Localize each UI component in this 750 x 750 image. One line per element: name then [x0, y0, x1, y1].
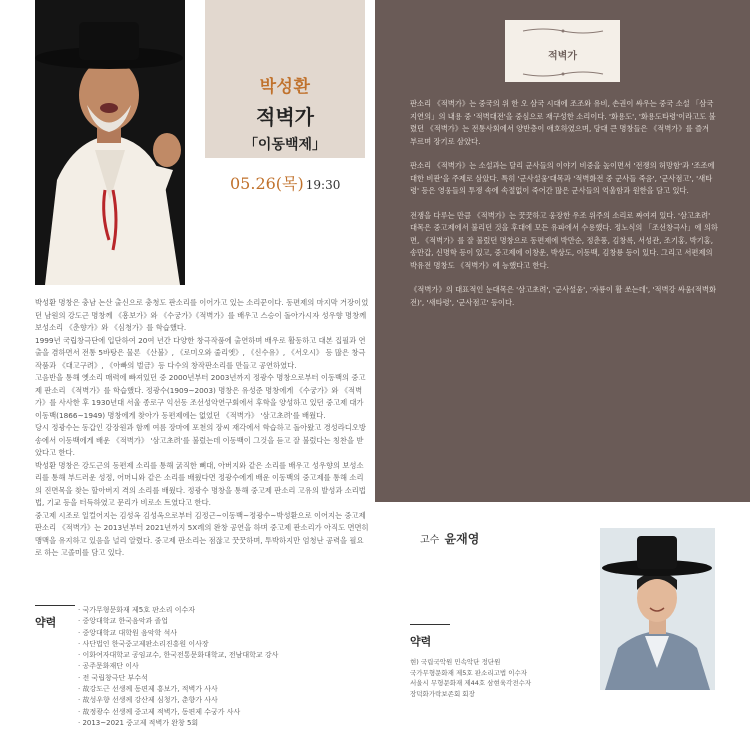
- date-text: 05.26(목): [230, 174, 304, 193]
- list-item: · 공주문화재단 이사: [78, 662, 139, 671]
- ornament-icon: [518, 70, 608, 78]
- list-item: 서울시 무형문화재 제44호 삼현육각전수자: [410, 679, 532, 687]
- panel-paragraph: 판소리 《적벽가》는 중국의 위 한 오 삼국 시대에 조조와 유비, 손권이 싸우는 중국 소설 「삼국지연의」의 내용 중 '적벽대전'을 중심으로 재구성한 소리이다. '화용도', '화용도타령'이라고도 불렸던 《적벽가》는 전통사회에서 양반층이 애호하였으며, 당대 큰 명창들은 《적벽가》를 즐겨 부르며 장기로 삼았다.: [410, 99, 716, 146]
- work-subtitle: 「이동백제」: [243, 137, 327, 153]
- panel-body: [410, 98, 718, 321]
- panel-paragraph: 판소리 《적벽가》는 소설과는 달리 군사들의 이야기 비중을 높이면서 '전쟁의 허망함'과 '조조에 대한 비판'을 주제로 삼았다. 특히 '군사설움'대목과 '적벽화전 중 군사들 죽음', '군사점고', '새타령' 등은 영웅들의 투쟁 속에 속절없이 죽어간 많은 군사들의 억울함과 원한을 담고 있다.: [410, 161, 715, 195]
- time-text: 19:30: [305, 178, 341, 192]
- performer-bio: [35, 297, 370, 560]
- work-title: 적벽가: [256, 105, 314, 129]
- drummer-role: 고수: [420, 535, 440, 546]
- list-item: 장덕화가락보존회 회장: [410, 689, 475, 698]
- career-heading: 약력: [35, 605, 75, 630]
- list-item: · 故정광수 선생께 중고제 적벽가, 동편제 수궁가 사사: [78, 707, 241, 716]
- list-item: · 국가무형문화재 제5호 판소리 이수자: [78, 606, 196, 614]
- drummer-photo: [600, 528, 715, 690]
- bio-paragraph: 박성환 명창은 강도근의 동편제 소리를 통해 굵직한 뼈대, 아버지와 같은 소리를 배우고 성우향의 보성소리를 통해 부드러운 성정, 어머니와 같은 소리를 배웠다면 정광수에게 배운 이동백의 중고제를 통해 소리의 진면목을 찾는 할아버지 격의 소리를 배웠다. 정광수 명창을 통해 중고제 판소리 고유의 발성과 소리법법, 기교 등을 터득하였고 문리가 비로소 트였다고 한다.: [35, 460, 366, 507]
- drummer-label: [420, 530, 479, 547]
- panel-heading: 적벽가: [548, 51, 577, 62]
- bio-paragraph: 고음반을 통해 옛소리 매력에 빠져있던 중 2000년부터 2003년까지 정광수 명창으로부터 이동백의 중고제 판소리 《적벽가》를 학습했다. 정광수(1909~2003) 명창은 유성준 명창에게 《수궁가》와 《적벽가》를 사사한 후 1930년대 서울 종로구 익선동 조선성악연구회에서 후학을 양성하고 있던 중고제 대가 이동백(1866~1949) 명창에게 찾아가 동편제에는 없었던 《적벽가》 '삼고초려'를 배웠다.: [35, 373, 366, 420]
- title-box: [205, 0, 365, 158]
- bio-paragraph: 당시 정광수는 동갑인 강장원과 함께 여름 장마에 포천의 장씨 재각에서 학습하고 돌아왔고 경성라디오방송에서 이동백에게 배운 《적벽가》 '삼고초려'를 불렀는데 이동백이 그것을 듣고 잘 불렀다는 칭찬을 받았다고 한다.: [35, 423, 366, 457]
- bio-paragraph: 중고제 시조로 일컬어지는 김성옥 김성옥으로부터 김정근~이동백~정광수~박성환으로 이어지는 중고제 판소리 《적벽가》는 2013년부터 2021년까지 5X례의 완창 공연을 하며 중고제 판소리가 아직도 면면히 맹맥을 유지하고 있음을 널리 알렸다. 중고제 판소리는 점잖고 꿋꿋하며, 투박하지만 엄청난 공력을 필요로 하는 고졸미를 담고 있다.: [35, 510, 369, 557]
- list-item: · 故강도근 선생께 동편제 흥보가, 적벽가 사사: [78, 685, 218, 694]
- career-list: [78, 605, 278, 729]
- list-item: · 중앙대학교 대학원 음악학 석사: [78, 628, 178, 637]
- list-item: · 중앙대학교 한국음악과 졸업: [78, 617, 169, 626]
- performer-photo: [35, 0, 185, 285]
- performer-name: 박성환: [259, 77, 311, 97]
- work-description-panel: [375, 0, 750, 502]
- drummer-name: 윤재영: [444, 532, 480, 546]
- list-item: 현) 국립국악원 민속악단 정단원: [410, 658, 501, 666]
- bio-paragraph: 박성환 명창은 충남 논산 출신으로 충청도 판소리를 이어가고 있는 소리꾼이다. 동편제의 마지막 거장이었던 남원의 강도근 명창께 《흥보가》와 《수궁가》《적벽가》를 배우고 스승이 돌아가시자 성우향 명창께 보성소리 《춘향가》와 《심청가》를 학습했다.: [35, 298, 369, 332]
- panel-paragraph: 전쟁을 다루는 만큼 《적벽가》는 꿋꿋하고 웅장한 우조 위주의 소리로 짜여져 있다. '삼고초려' 대목은 중고제에서 불리던 것을 후대에 모든 유파에서 수용했다. 정노식의 「조선창극사」에 의하면, 《적벽가》를 잘 불렀던 명창으로 동편제에 박만순, 정춘풍, 김창록, 서성관, 조기홍, 박기홍, 송만갑, 신명학 등이 있고, 중고제에 이창운, 박상도, 이동백, 김창룡 등이 있다. 그리고 서편제의 박유전 명창도 《적벽가》에 능했다고 한다.: [410, 210, 718, 270]
- panel-heading-box: [505, 20, 620, 82]
- drummer-career-list: [410, 657, 531, 699]
- bio-paragraph: 1999년 국립창극단에 입단하여 20여 년간 다양한 창극작품에 출연하며 배우로 활동하고 대본 집필과 연출을 겸하면서 전통 5바탕은 물론 《산불》, 《로미오와 줄리엣》, 《신수유》, 《서오시》 등 많은 창극작품과 《대고구려》, 《아빠의 벌금》등 다수의 창작판소리를 만들고 공연하였다.: [35, 335, 366, 370]
- list-item: · 故성우향 선생께 강산제 심청가, 춘향가 사사: [78, 696, 218, 705]
- ornament-icon: [518, 27, 608, 35]
- drummer-career-heading: 약력: [410, 624, 450, 649]
- performance-date: [230, 171, 340, 194]
- list-item: · 이화여자대학교 공임교수, 한국전통문화대학교, 전남대학교 강사: [78, 651, 279, 660]
- panel-paragraph: 《적벽가》의 대표적인 눈대목은 '삼고초려', '군사설움', '자룡이 활 쏘는데', '적벽강 싸움(적벽화전)', '새타령', '군사점고' 등이다.: [410, 285, 717, 307]
- list-item: 국가무형문화재 제5호 판소리고법 이수자: [410, 668, 528, 677]
- list-item: · 전 국립창극단 부수석: [78, 673, 148, 682]
- list-item: · 2013~2021 중고제 적벽가 완창 5회: [78, 718, 199, 727]
- list-item: · 사단법인 한국중고제판소리진흥원 이사장: [78, 639, 209, 648]
